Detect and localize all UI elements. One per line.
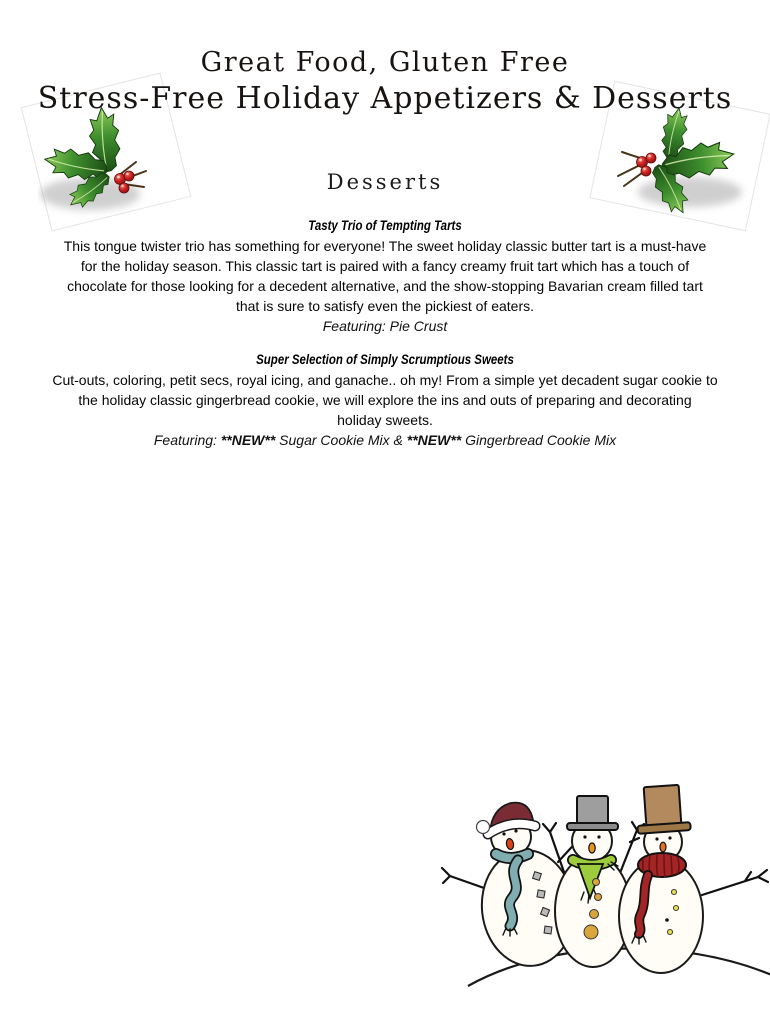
featuring-text: Gingerbread Cookie Mix: [461, 432, 617, 448]
section-1-description: [35, 236, 735, 316]
section-2-featuring: [35, 430, 735, 450]
featuring-text: Featuring:: [153, 432, 221, 448]
hat-pom: [477, 821, 490, 834]
section-2-description: [35, 370, 735, 430]
holly-right-image: [606, 100, 766, 220]
holly-left-image: [38, 92, 188, 222]
tan-top-hat: [635, 784, 691, 834]
featuring-text: Sugar Cookie Mix &: [275, 432, 407, 448]
new-badge-text: **NEW**: [406, 432, 462, 448]
new-badge-text: **NEW**: [220, 432, 276, 448]
paragraph-line: for the holiday season. This classic tart is paired with a fancy creamy fruit tart which has a touch of: [80, 258, 690, 274]
snowman-right: [619, 784, 768, 973]
paragraph-line: Cut-outs, coloring, petit secs, royal icing, and ganache.. oh my! From a simple yet decadent sugar cookie to: [52, 372, 718, 388]
paragraph-line: This tongue twister trio has something for everyone! The sweet holiday classic butter tart is a must-have: [63, 238, 707, 254]
section-1-heading: Tasty Trio of Tempting Tarts: [308, 217, 462, 233]
title-line-2: Stress-Free Holiday Appetizers & Desserts: [37, 81, 733, 116]
section-1-featuring: Featuring: Pie Crust: [322, 318, 448, 334]
paragraph-line: that is sure to satisfy even the pickiest of eaters.: [235, 298, 535, 314]
section-2-heading: Super Selection of Simply Scrumptious Sweets: [256, 351, 514, 367]
paragraph-line: the holiday classic gingerbread cookie, we will explore the ins and outs of preparing and decorating: [78, 392, 692, 408]
title-line-1: Great Food, Gluten Free: [200, 47, 570, 78]
carrot-nose: [589, 843, 595, 853]
carrot-nose: [660, 842, 666, 852]
paragraph-line: holiday sweets.: [337, 412, 433, 428]
paragraph-line: chocolate for those looking for a decedent alternative, and the show-stopping Bavarian cream filled tart: [67, 278, 703, 294]
gray-top-hat: [577, 796, 608, 826]
snowmen-image: [440, 780, 770, 1024]
menu-section-heading: Desserts: [326, 170, 444, 194]
